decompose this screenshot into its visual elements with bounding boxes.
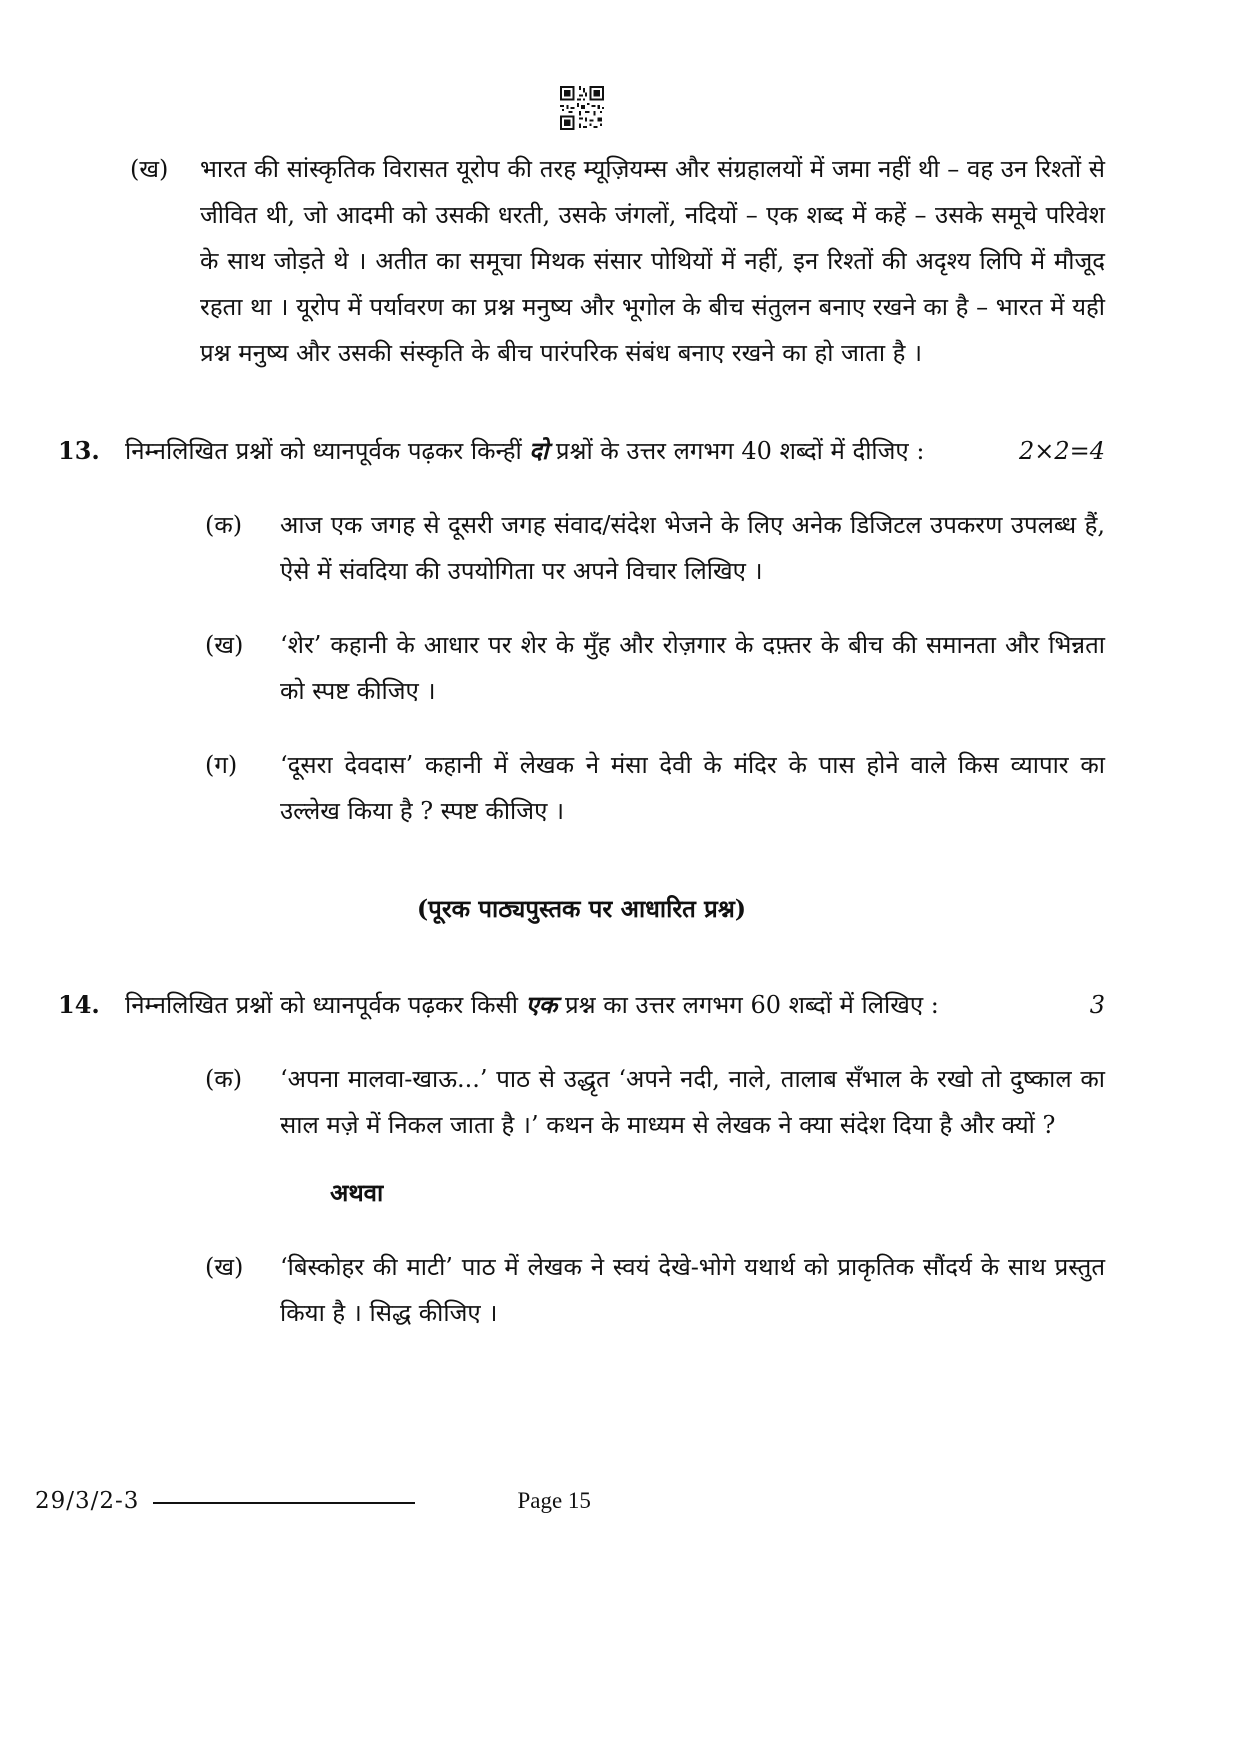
question-13-intro-before: निम्नलिखित प्रश्नों को ध्यानपूर्वक पढ़कर किन्हीं: [125, 437, 530, 465]
question-14-intro: [125, 982, 1105, 1028]
page-footer: [35, 1478, 1105, 1524]
question-13-body: [125, 428, 1105, 474]
question-14-number: 14.: [58, 990, 100, 1019]
question-13-intro: [125, 428, 1105, 474]
footer-rule: [153, 1502, 415, 1504]
question-14: [58, 982, 1105, 1028]
section-heading: (पूरक पाठ्यपुस्तक पर आधारित प्रश्न): [416, 894, 747, 923]
qr-code-icon: [560, 108, 604, 136]
part-text: ‘बिस्कोहर की माटी’ पाठ में लेखक ने स्वयं देखे-भोगे यथार्थ को प्राकृतिक सौंदर्य के साथ प्रस्तुत किया है । सिद्ध कीजिए ।: [280, 1253, 1105, 1327]
part-label: (ख): [205, 1253, 244, 1281]
passage-item-kha: [130, 146, 1105, 376]
question-14-body: [125, 982, 1105, 1028]
question-13-intro-emphasis: दो: [529, 436, 549, 465]
or-separator: अथवा: [330, 1178, 384, 1207]
part-label: (ग): [205, 751, 238, 779]
question-13: [58, 428, 1105, 474]
part-label: (क): [205, 511, 243, 539]
part-label: (क): [205, 1065, 243, 1093]
passage-text: भारत की सांस्कृतिक विरासत यूरोप की तरह म्यूज़ियम्स और संग्रहालयों में जमा नहीं थी – वह उन रिश्तों से जीवित थी, जो आदमी को उसकी धरती, उसके जंगलों, नदियों – एक शब्द में कहें – उसके समूचे परिवेश के साथ जोड़ते थे । अतीत का समूचा मिथक संसार पोथियों में नहीं, इन रिश्तों की अदृश्य लिपि में मौजूद रहता था । यूरोप में पर्यावरण का प्रश्न मनुष्य और भूगोल के बीच संतुलन बनाए रखने का है – भारत में यही प्रश्न मनुष्य और उसकी संस्कृति के बीच पारंपरिक संबंध बनाए रखने का हो जाता है ।: [200, 155, 1105, 367]
question-14-marks: 3: [1089, 991, 1105, 1019]
qr-code-container: [58, 0, 1105, 132]
question-13-number: 13.: [58, 436, 100, 465]
part-text: आज एक जगह से दूसरी जगह संवाद/संदेश भेजने के लिए अनेक डिजिटल उपकरण उपलब्ध हैं, ऐसे में संवदिया की उपयोगिता पर अपने विचार लिखिए ।: [280, 511, 1105, 585]
question-13-intro-after: प्रश्नों के उत्तर लगभग 40 शब्दों में दीजिए :: [548, 437, 925, 465]
question-13-part-ga: [205, 742, 1105, 834]
question-13-marks: 2×2=4: [1018, 437, 1105, 465]
question-14-intro-after: प्रश्न का उत्तर लगभग 60 शब्दों में लिखिए :: [557, 991, 939, 1019]
part-text: ‘अपना मालवा-खाऊ...’ पाठ से उद्धृत ‘अपने नदी, नाले, तालाब सँभाल के रखो तो दुष्काल का साल मज़े में निकल जाता है ।’ कथन के माध्यम से लेखक ने क्या संदेश दिया है और क्यों ?: [280, 1065, 1105, 1139]
page-number: Page 15: [517, 1488, 591, 1513]
question-14-intro-emphasis: एक: [525, 990, 558, 1019]
question-13-part-ka: [205, 502, 1105, 594]
part-label: (ख): [205, 631, 244, 659]
paper-code: 29/3/2-3: [35, 1488, 140, 1514]
part-text: ‘दूसरा देवदास’ कहानी में लेखक ने मंसा देवी के मंदिर के पास होने वाले किस व्यापार का उल्लेख किया है ? स्पष्ट कीजिए ।: [280, 751, 1105, 825]
passage-label: (ख): [130, 155, 169, 183]
question-13-part-kha: [205, 622, 1105, 714]
question-14-part-kha: [205, 1244, 1105, 1336]
part-text: ‘शेर’ कहानी के आधार पर शेर के मुँह और रोज़गार के दफ़्तर के बीच की समानता और भिन्नता को स्पष्ट कीजिए ।: [280, 631, 1105, 705]
question-14-intro-before: निम्नलिखित प्रश्नों को ध्यानपूर्वक पढ़कर किसी: [125, 991, 526, 1019]
question-14-part-ka: [205, 1056, 1105, 1148]
